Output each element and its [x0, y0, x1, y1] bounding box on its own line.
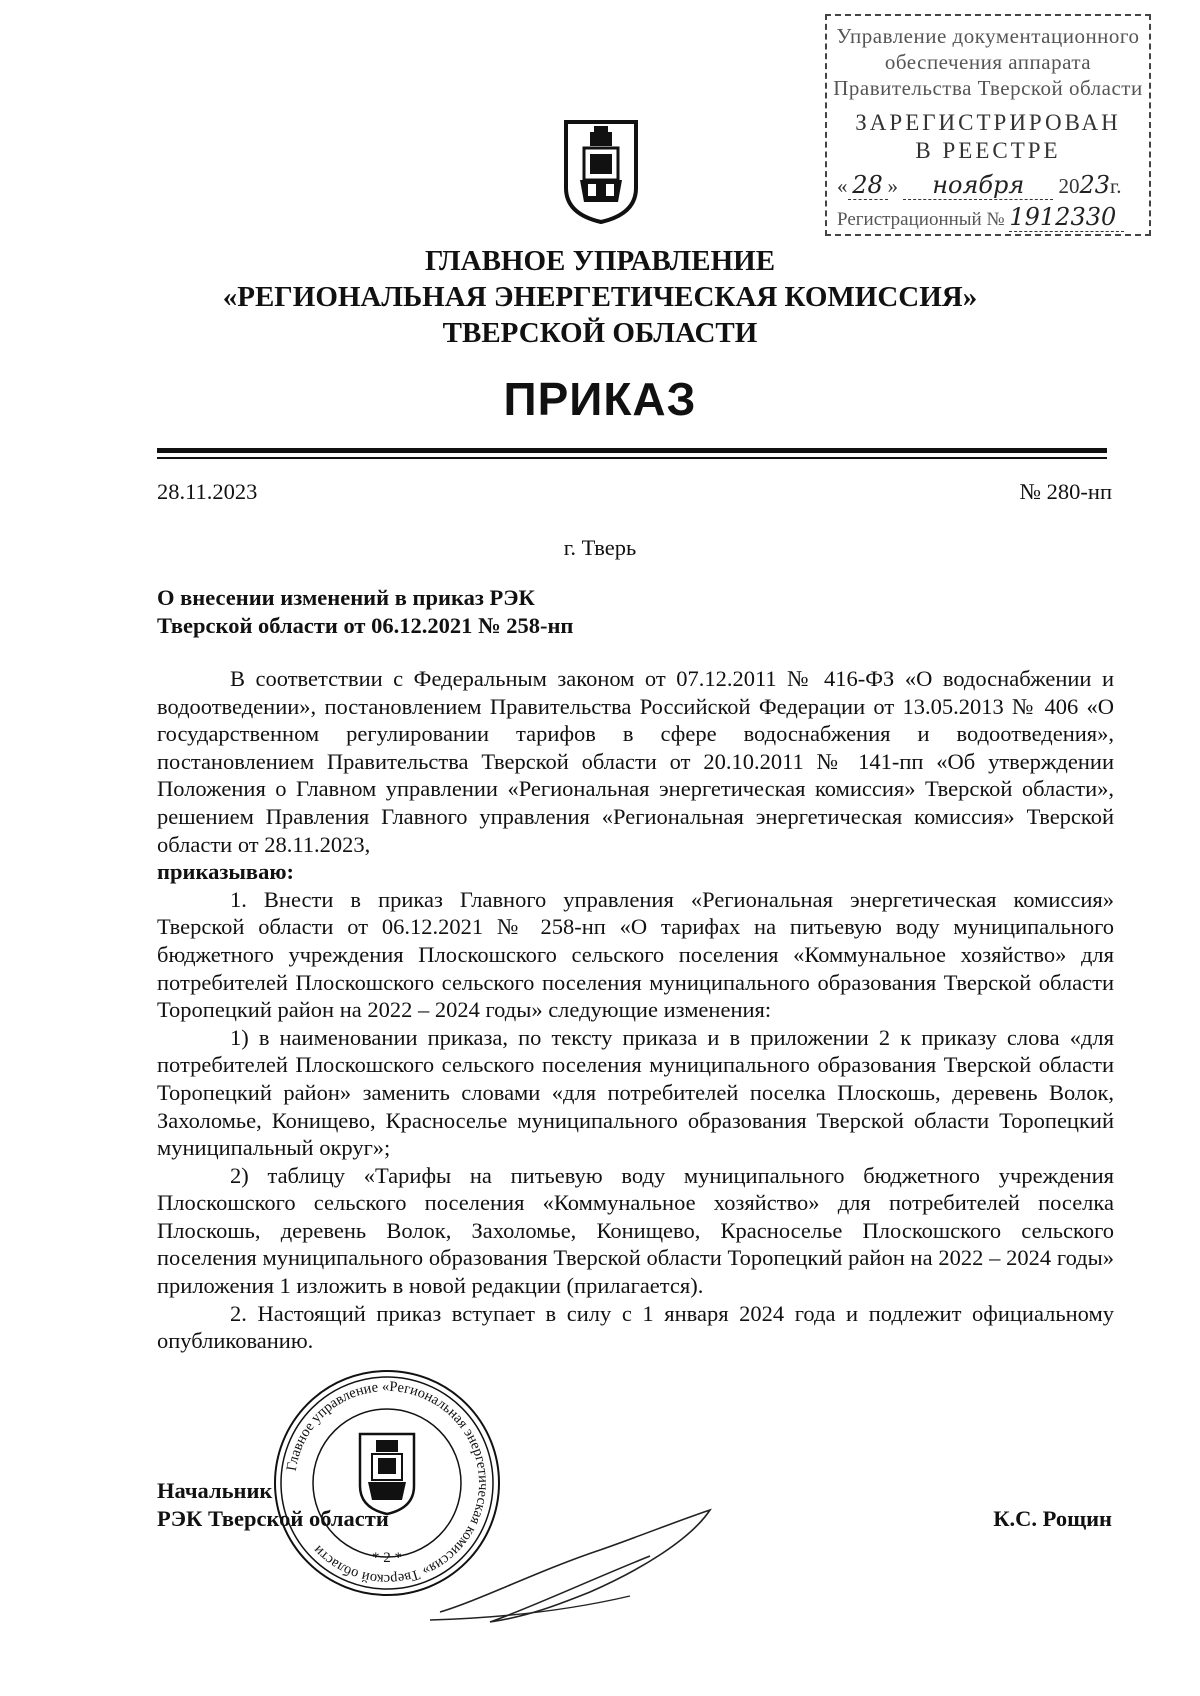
org-name-line-2: «РЕГИОНАЛЬНАЯ ЭНЕРГЕТИЧЕСКАЯ КОМИССИЯ»: [222, 281, 978, 313]
seal-bottom-mark: * 2 *: [372, 1550, 402, 1566]
org-name-line-3: ТВЕРСКОЙ ОБЛАСТИ: [442, 317, 758, 349]
subject-line-2: Тверской области от 06.12.2021 № 258-нп: [157, 613, 574, 638]
stamp-date: « 28 » ноября 2023г.: [837, 171, 1122, 199]
preamble-paragraph: В соответствии с Федеральным законом от 07.12.2011 № 416-ФЗ «О водоснабжении и водоотведении», постановлением Правительства Российской Федерации от 13.05.2013 № 406 «О государственном регулировании тарифов в сфере водоснабжения и водоотведения», постановлением Правительства Тверской области от 20.10.2011 № 141-пп «Об утверждении Положения о Главном управлении «Региональная энергетическая комиссия» Тверской области», решением Правления Главного управления «Региональная энергетическая комиссия» Тверской области от 28.11.2023,: [157, 666, 1114, 857]
signatory-title-line-2: РЭК Тверской области: [157, 1506, 389, 1531]
item-1-paragraph: 1. Внести в приказ Главного управления «Региональная энергетическая комиссия» Тверской области от 06.12.2021 № 258-нп «О тарифах на питьевую воду муниципального бюджетного учреждения Плоскошского сельского поселения «Коммунальное хозяйство» для потребителей Плоскошского сельского поселения муниципального образования Тверской области Торопецкий район на 2022 – 2024 годы» следующие изменения:: [157, 886, 1114, 1023]
signatory-title-line-1: Начальник: [157, 1478, 273, 1503]
stamp-line-3: Правительства Тверской области: [833, 76, 1143, 100]
seal-coat-of-arms-icon: [360, 1434, 414, 1514]
stamp-date-day: 28: [848, 171, 888, 200]
stamp-registered-1: ЗАРЕГИСТРИРОВАН: [855, 110, 1121, 135]
subject-line-1: О внесении изменений в приказ РЭК: [157, 585, 535, 610]
registry-stamp: [825, 14, 1151, 236]
stamp-reg-number: 1912330: [1009, 203, 1124, 232]
signatory-name: К.С. Рощин: [993, 1506, 1112, 1531]
document-type: ПРИКАЗ: [503, 373, 697, 425]
document-number: № 280-нп: [1019, 479, 1112, 504]
header-rule-thick: [157, 448, 1107, 453]
document-city: г. Тверь: [563, 535, 637, 560]
item-1-1-paragraph: 1) в наименовании приказа, по тексту приказа и в приложении 2 к приказу слова «для потребителей Плоскошского сельского поселения муниципального образования Тверской области Торопецкий район» заменить словами «для потребителей поселка Плоскошь, деревень Волок, Захоломье, Конищево, Красноселье муниципального образования Тверской области Торопецкий муниципальный округ»;: [157, 1024, 1114, 1161]
document-date: 28.11.2023: [157, 479, 258, 504]
stamp-date-year-unit: г.: [1110, 174, 1122, 198]
stamp-line-1: Управление документационного: [836, 24, 1140, 48]
stamp-line-2: обеспечения аппарата: [884, 50, 1092, 74]
stamp-date-year-suffix: 23: [1079, 171, 1111, 199]
item-1-2-paragraph: 2) таблицу «Тарифы на питьевую воду муниципального бюджетного учреждения Плоскошского сельского поселения «Коммунальное хозяйство» для потребителей поселка Плоскошь, деревень Волок, Захоломье, Конищево, Красноселье Плоскошского сельского поселения муниципального образования Тверской области Торопецкий район на 2022 – 2024 годы» приложения 1 изложить в новой редакции (прилагается).: [157, 1162, 1114, 1299]
stamp-date-year-prefix: 20: [1058, 174, 1080, 198]
header-rule-thin: [157, 457, 1107, 459]
stamp-registered-2: В РЕЕСТРЕ: [915, 138, 1061, 163]
handwritten-signature: [420, 1500, 720, 1630]
org-name-line-1: ГЛАВНОЕ УПРАВЛЕНИЕ: [424, 245, 776, 277]
order-word: приказываю:: [157, 859, 295, 885]
document-body: [157, 665, 1114, 1355]
stamp-reg-label: Регистрационный №: [837, 209, 1005, 230]
item-2-paragraph: 2. Настоящий приказ вступает в силу с 1 января 2024 года и подлежит официальному опубликованию.: [157, 1300, 1114, 1354]
stamp-date-month: ноября: [903, 171, 1053, 200]
seal-ring-text: Главное управление «Региональная энергетическая комиссия» Тверской области: [283, 1378, 492, 1588]
document-subject: [157, 584, 677, 640]
tver-coat-of-arms-icon: [562, 118, 640, 226]
stamp-reg-number-row: [837, 203, 1142, 232]
